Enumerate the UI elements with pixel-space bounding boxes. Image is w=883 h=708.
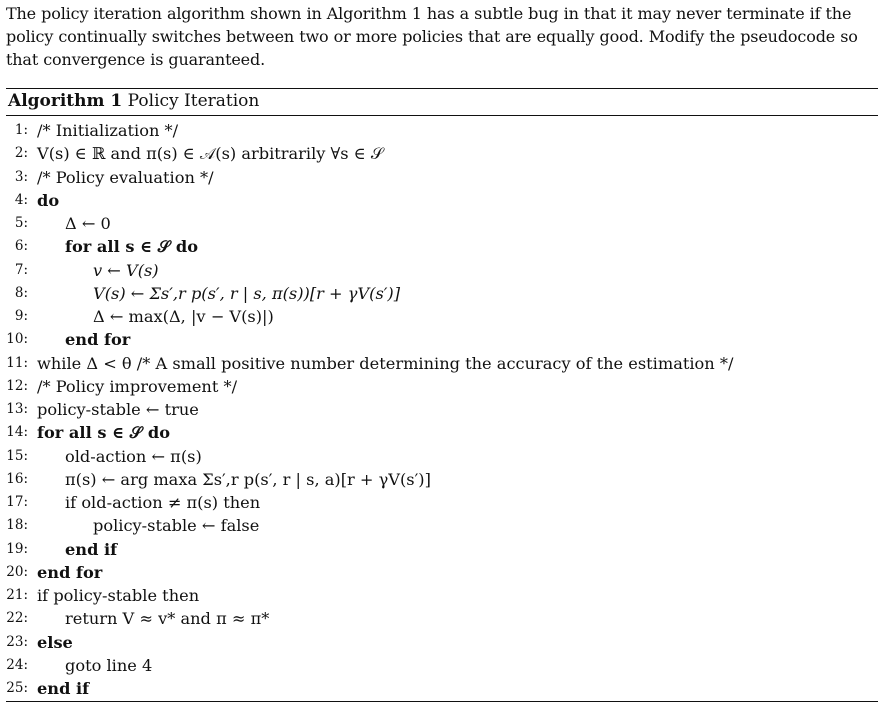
line-code: policy-stable ← false <box>93 516 260 536</box>
line-number: 23: <box>6 633 28 650</box>
algorithm-line <box>6 491 878 514</box>
line-code: /* Policy improvement */ <box>37 376 238 396</box>
line-number: 16: <box>6 470 28 487</box>
algorithm-line <box>6 584 878 607</box>
line-code: Δ ← max(Δ, |v − V(s)|) <box>93 307 274 326</box>
algorithm-line <box>6 166 878 189</box>
line-number: 11: <box>6 354 28 371</box>
problem-statement <box>6 2 881 71</box>
line-number: 17: <box>6 494 28 510</box>
line-code: v ← V(s) <box>93 260 159 280</box>
algorithm-title: Policy Iteration <box>127 91 260 111</box>
line-code: old-action ← π(s) <box>65 446 202 466</box>
line-number: 10: <box>6 331 28 348</box>
algorithm-line <box>6 398 878 421</box>
line-number: 12: <box>6 377 28 394</box>
line-number: 7: <box>14 261 28 278</box>
line-number: 25: <box>6 680 28 696</box>
algorithm-line <box>6 561 878 584</box>
algorithm-lines <box>6 119 878 700</box>
line-number: 9: <box>14 308 28 324</box>
line-code: do <box>37 190 60 210</box>
line-number: 3: <box>14 168 28 185</box>
algorithm-line <box>6 142 878 165</box>
algorithm-line <box>6 282 878 305</box>
line-number: 15: <box>6 447 28 464</box>
line-code: while Δ < θ /* A small positive number determining the accuracy of the estimation */ <box>37 353 734 373</box>
line-code: if policy-stable then <box>37 586 200 605</box>
line-code: return V ≈ v* and π ≈ π* <box>65 609 270 629</box>
algorithm-line <box>6 235 878 258</box>
line-code: Δ ← 0 <box>65 214 111 233</box>
algorithm-block <box>6 88 878 703</box>
line-number: 8: <box>14 284 28 301</box>
line-number: 5: <box>14 215 28 231</box>
algorithm-line <box>6 607 878 630</box>
line-number: 1: <box>14 122 28 138</box>
algorithm-line <box>6 631 878 654</box>
line-number: 4: <box>14 191 28 208</box>
algorithm-line <box>6 352 878 375</box>
algorithm-line <box>6 445 878 468</box>
line-code: /* Initialization */ <box>37 121 179 140</box>
line-code: for all s ∈ 𝒮 do <box>37 423 170 443</box>
algorithm-line <box>6 328 878 351</box>
line-code: policy-stable ← true <box>37 400 199 419</box>
algorithm-line <box>6 677 878 700</box>
line-code: if old-action ≠ π(s) then <box>65 493 261 512</box>
algorithm-bottom-rule <box>6 701 878 702</box>
algorithm-caption <box>8 91 259 111</box>
line-number: 19: <box>6 540 28 557</box>
algorithm-line <box>6 119 878 142</box>
problem-line-2: policy continually switches between two or more policies that are equally good. Modify the pseudocode so <box>6 27 858 46</box>
line-code: else <box>37 632 73 652</box>
algorithm-line <box>6 654 878 677</box>
problem-line-3: that convergence is guaranteed. <box>6 50 266 69</box>
algorithm-line <box>6 375 878 398</box>
line-number: 24: <box>6 656 28 673</box>
problem-line-1: The policy iteration algorithm shown in Algorithm 1 has a subtle bug in that it may never terminate if the <box>6 4 852 23</box>
line-code: end if <box>65 539 118 559</box>
algorithm-line <box>6 538 878 561</box>
line-code: for all s ∈ 𝒮 do <box>65 237 198 257</box>
line-number: 6: <box>14 238 28 255</box>
algorithm-line <box>6 468 878 491</box>
algorithm-line <box>6 305 878 328</box>
algorithm-label: Algorithm 1 <box>8 91 123 111</box>
line-code: end for <box>37 562 103 582</box>
algorithm-line <box>6 514 878 537</box>
line-code: end for <box>65 330 131 350</box>
algorithm-line <box>6 421 878 444</box>
line-code: π(s) ← arg maxa Σs′,r p(s′, r | s, a)[r + γV(s′)] <box>65 469 431 489</box>
line-number: 21: <box>6 587 28 603</box>
line-number: 22: <box>6 610 28 627</box>
line-number: 20: <box>6 563 28 580</box>
line-code: goto line 4 <box>65 655 153 675</box>
algorithm-top-rule <box>6 88 878 89</box>
line-number: 13: <box>6 401 28 417</box>
algorithm-line <box>6 189 878 212</box>
line-number: 18: <box>6 517 28 534</box>
algorithm-caption-rule <box>6 115 878 116</box>
line-code: /* Policy evaluation */ <box>37 167 214 187</box>
algorithm-line <box>6 212 878 235</box>
line-number: 2: <box>14 145 28 162</box>
algorithm-line <box>6 259 878 282</box>
line-code: end if <box>37 679 90 698</box>
line-code: V(s) ∈ ℝ and π(s) ∈ 𝒜(s) arbitrarily ∀s ∈ 𝒮 <box>37 144 384 164</box>
line-code: V(s) ← Σs′,r p(s′, r | s, π(s))[r + γV(s′)] <box>93 283 401 303</box>
line-number: 14: <box>6 424 28 441</box>
